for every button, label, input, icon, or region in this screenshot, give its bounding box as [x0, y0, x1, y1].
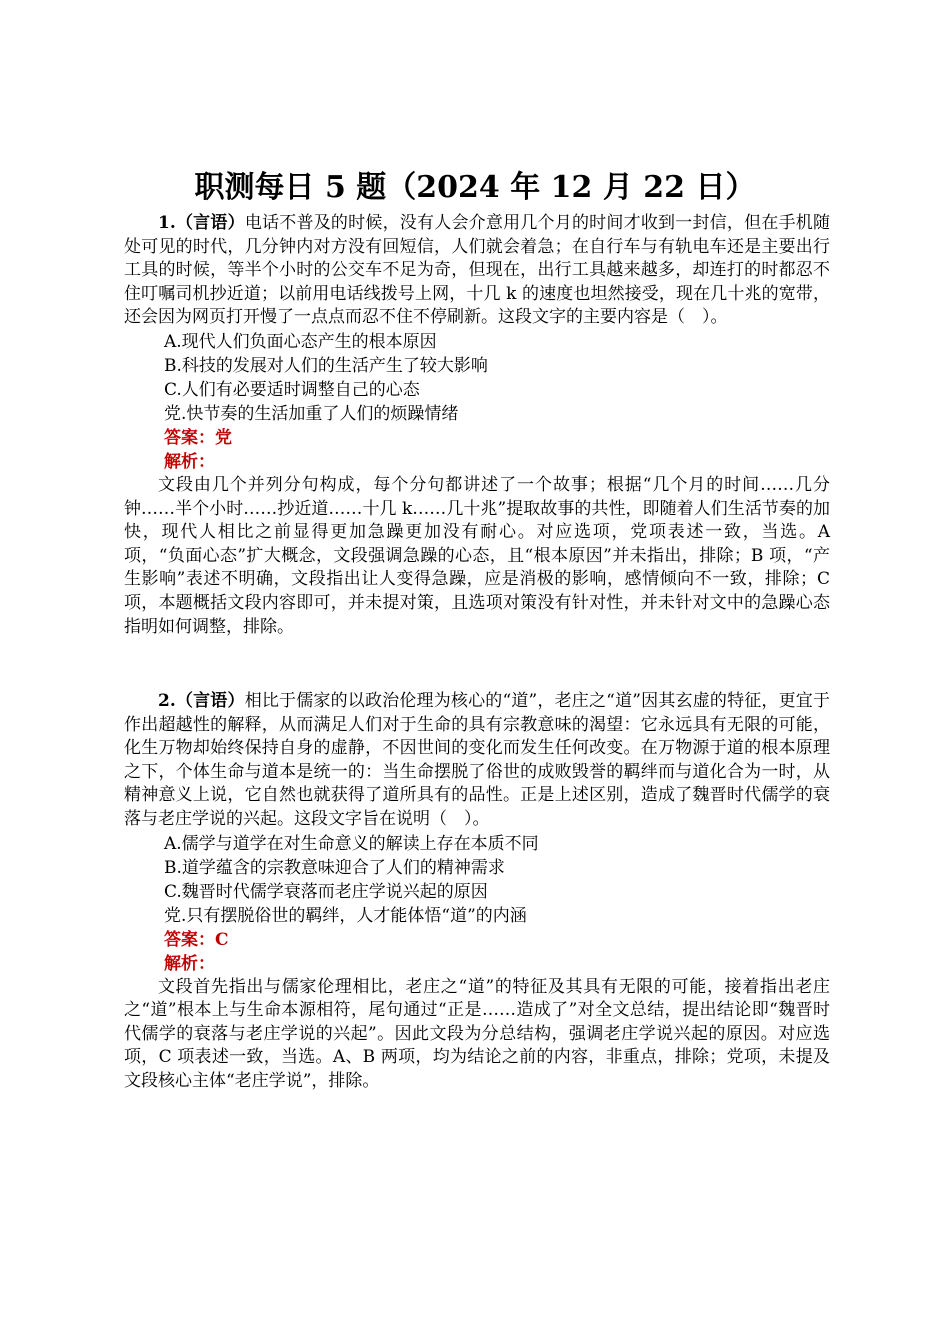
option-a: A.现代人们负面心态产生的根本原因 — [164, 331, 437, 352]
option-b: B.道学蕴含的宗教意味迎合了人们的精神需求 — [164, 857, 505, 878]
question-stem-text: 相比于儒家的以政治伦理为核心的“道”，老庄之“道”因其玄虚的特征，更宜于作出超越性的解释，从而满足人们对于生命的具有宗教意味的渴望：它永远具有无限的可能，化生万物却始终保持自身的虚静，不因世间的变化而发生任何改变。在万物源于道的根本原理之下，个体生命与道本是统一的：当生命摆脱了俗世的成败毁誉的羁绊而与道化合为一时，从精神意义上说，它自然也就获得了道所具有的品性。正是上述区别，造成了魏晋时代儒学的衰落与老庄学说的兴起。这段文字旨在说明（ ）。 — [124, 691, 830, 829]
option-a: A.儒学与道学在对生命意义的解读上存在本质不同 — [164, 833, 539, 854]
question-number: 2. — [158, 691, 176, 711]
question-2 — [124, 690, 830, 1094]
page-title: 职测每日 5 题（2024 年 12 月 22 日） — [194, 170, 756, 205]
question-tag: （言语） — [175, 213, 245, 233]
answer: 答案：党 — [164, 427, 232, 448]
option-d: 党.只有摆脱俗世的羁绊，人才能体悟“道”的内涵 — [164, 905, 527, 926]
question-1-stem — [124, 212, 830, 330]
analysis-text: 文段由几个并列分句构成，每个分句都讲述了一个故事；根据“几个月的时间……几分钟……半个小时……抄近道……十几 k……几十兆”提取故事的共性，即随着人们生活节奏的加快，现代人相比之前显得更加急躁更加没有耐心。对应选项，党项表述一致，当选。A 项，“负面心态”扩大概念，文段强调急躁的心态，且“根本原因”并未指出，排除；B 项，“产生影响”表述不明确，文段指出让人变得急躁，应是消极的影响，感情倾向不一致，排除；C 项，本题概括文段内容即可，并未提对策，且选项对策没有针对性，并未针对文中的急躁心态指明如何调整，排除。 — [124, 474, 830, 637]
question-tag: （言语） — [175, 691, 245, 711]
option-b: B.科技的发展对人们的生活产生了较大影响 — [164, 355, 488, 376]
analysis-text: 文段首先指出与儒家伦理相比，老庄之“道”的特征及其具有无限的可能，接着指出老庄之“道”根本上与生命本源相符，尾句通过“正是……造成了”对全文总结，提出结论即“魏晋时代儒学的衰落与老庄学说的兴起”。因此文段为分总结构，强调老庄学说兴起的原因。对应选项，C 项表述一致，当选。A、B 两项，均为结论之前的内容，非重点，排除；党项，未提及文段核心主体“老庄学说”，排除。 — [124, 976, 830, 1091]
question-1 — [124, 212, 830, 639]
option-c: C.魏晋时代儒学衰落而老庄学说兴起的原因 — [164, 881, 488, 902]
question-2-stem — [124, 690, 830, 832]
answer: 答案：C — [164, 929, 229, 950]
option-d: 党.快节奏的生活加重了人们的烦躁情绪 — [164, 403, 459, 424]
question-stem-text: 电话不普及的时候，没有人会介意用几个月的时间才收到一封信，但在手机随处可见的时代，几分钟内对方没有回短信，人们就会着急；在自行车与有轨电车还是主要出行工具的时候，等半个小时的公交车不足为奇，但现在，出行工具越来越多，却连打的时都忍不住叮嘱司机抄近道；以前用电话线拨号上网，十几 k 的速度也坦然接受，现在几十兆的宽带，还会因为网页打开慢了一点点而忍不住不停刷新。这段文字的主要内容是（ ）。 — [124, 213, 831, 328]
option-c: C.人们有必要适时调整自己的心态 — [164, 379, 420, 400]
question-number: 1. — [158, 213, 176, 233]
analysis-label: 解析： — [164, 953, 215, 974]
analysis-label: 解析： — [164, 451, 215, 472]
